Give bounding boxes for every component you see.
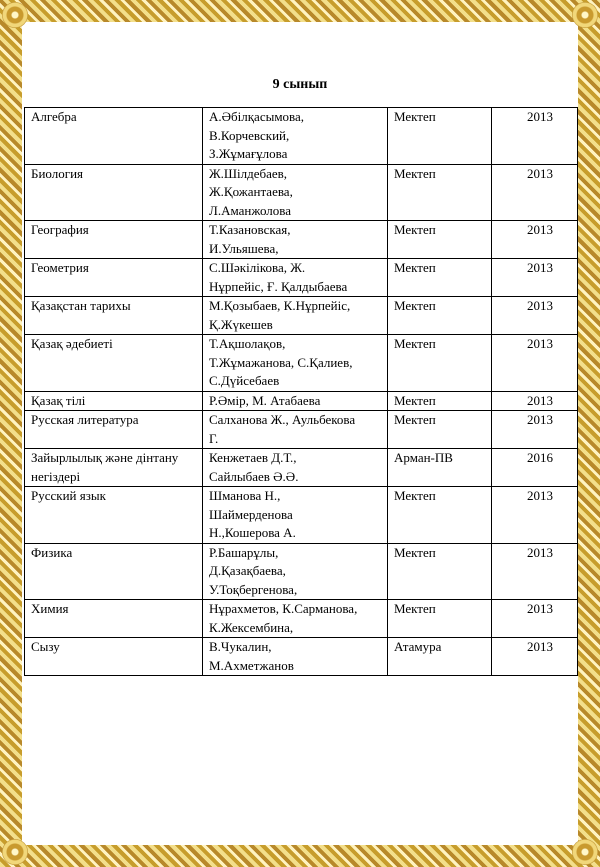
- author-line: А.Әбілқасымова,: [209, 109, 305, 124]
- subject-cell: Сызу: [25, 638, 203, 676]
- authors-cell: [203, 221, 388, 259]
- table-row: [25, 411, 578, 449]
- author-line: Г.: [209, 430, 219, 446]
- author-line: М.Ахметжанов: [209, 657, 294, 673]
- authors-cell: [203, 259, 388, 297]
- table-row: [25, 487, 578, 544]
- author-line: Л.Аманжолова: [209, 202, 292, 218]
- publisher-cell: Мектеп: [388, 297, 492, 335]
- table-row: [25, 335, 578, 392]
- table-row: [25, 297, 578, 335]
- subject-cell: Химия: [25, 600, 203, 638]
- author-line: Т.Казановская,: [209, 222, 291, 237]
- corner-ornament: [572, 2, 598, 28]
- table-row: [25, 164, 578, 221]
- authors-cell: [203, 108, 388, 165]
- table-row: [25, 638, 578, 676]
- publisher-cell: Мектеп: [388, 221, 492, 259]
- author-line: Д.Қазақбаева,: [209, 563, 286, 578]
- subject-cell: Физика: [25, 543, 203, 600]
- authors-cell: [203, 543, 388, 600]
- table-row: [25, 108, 578, 165]
- author-line: З.Жұмағұлова: [209, 146, 288, 161]
- author-line: И.Ульяшева,: [209, 240, 279, 256]
- authors-cell: [203, 335, 388, 392]
- year-cell: 2013: [492, 411, 578, 449]
- author-line: Р.Әмір, М. Атабаева: [209, 392, 321, 408]
- author-line: В.Чукалин,: [209, 639, 272, 654]
- author-line: Ж.Шілдебаев,: [209, 165, 288, 181]
- year-cell: 2013: [492, 487, 578, 544]
- publisher-cell: Мектеп: [388, 108, 492, 165]
- year-cell: 2013: [492, 297, 578, 335]
- table-row: [25, 221, 578, 259]
- subject-cell: География: [25, 221, 203, 259]
- author-line: Т.Жұмажанова, С.Қалиев,: [209, 354, 353, 370]
- authors-cell: [203, 391, 388, 411]
- author-line: С.Дүйсебаев: [209, 373, 280, 388]
- author-line: Қ.Жүкешев: [209, 316, 273, 332]
- author-line: Н.,Кошерова А.: [209, 525, 296, 540]
- year-cell: 2016: [492, 449, 578, 487]
- author-line: Нұрахметов, К.Сарманова,: [209, 601, 358, 616]
- author-line: Нұрпейіс, Ғ. Қалдыбаева: [209, 278, 348, 294]
- publisher-cell: Атамура: [388, 638, 492, 676]
- page-title: 9 сынып: [272, 77, 328, 92]
- year-cell: 2013: [492, 335, 578, 392]
- table-row: [25, 391, 578, 411]
- corner-ornament: [2, 2, 28, 28]
- authors-cell: [203, 297, 388, 335]
- corner-ornament: [2, 839, 28, 865]
- publisher-cell: Мектеп: [388, 259, 492, 297]
- table-row: [25, 600, 578, 638]
- author-line: Шманова Н.,: [209, 488, 281, 503]
- author-line: Р.Башарұлы,: [209, 544, 279, 560]
- author-line: С.Шәкілікова, Ж.: [209, 260, 306, 275]
- authors-cell: [203, 164, 388, 221]
- authors-cell: [203, 449, 388, 487]
- year-cell: 2013: [492, 221, 578, 259]
- publisher-cell: Мектеп: [388, 543, 492, 600]
- author-line: Т.Ақшолақов,: [209, 336, 286, 351]
- year-cell: 2013: [492, 259, 578, 297]
- author-line: Сайлыбаев Ә.Ә.: [209, 468, 299, 484]
- publisher-cell: Мектеп: [388, 411, 492, 449]
- author-line: Салханова Ж., Аульбекова: [209, 412, 356, 427]
- author-line: Ж.Қожантаева,: [209, 184, 293, 199]
- year-cell: 2013: [492, 600, 578, 638]
- year-cell: 2013: [492, 543, 578, 600]
- authors-cell: [203, 600, 388, 638]
- year-cell: 2013: [492, 108, 578, 165]
- author-line: Кенжетаев Д.Т.,: [209, 450, 297, 465]
- author-line: В.Корчевский,: [209, 127, 290, 143]
- table-row: [25, 259, 578, 297]
- publisher-cell: Мектеп: [388, 335, 492, 392]
- publisher-cell: Мектеп: [388, 391, 492, 411]
- author-line: У.Тоқбергенова,: [209, 581, 298, 597]
- subject-cell: Зайырлылық және дінтану негіздері: [25, 449, 203, 487]
- author-line: М.Қозыбаев, К.Нұрпейіс,: [209, 298, 351, 313]
- textbook-table: [24, 107, 578, 676]
- subject-cell: Алгебра: [25, 108, 203, 165]
- subject-cell: Қазақ тілі: [25, 391, 203, 411]
- subject-cell: Қазақстан тарихы: [25, 297, 203, 335]
- subject-cell: Қазақ әдебиеті: [25, 335, 203, 392]
- corner-ornament: [572, 839, 598, 865]
- author-line: Шаймерденова: [209, 506, 293, 522]
- table-row: [25, 449, 578, 487]
- authors-cell: [203, 487, 388, 544]
- authors-cell: [203, 638, 388, 676]
- subject-cell: Биология: [25, 164, 203, 221]
- authors-cell: [203, 411, 388, 449]
- subject-cell: Русская литература: [25, 411, 203, 449]
- publisher-cell: Мектеп: [388, 164, 492, 221]
- year-cell: 2013: [492, 164, 578, 221]
- publisher-cell: Арман-ПВ: [388, 449, 492, 487]
- year-cell: 2013: [492, 638, 578, 676]
- table-row: [25, 543, 578, 600]
- publisher-cell: Мектеп: [388, 487, 492, 544]
- author-line: К.Жексембина,: [209, 619, 294, 635]
- subject-cell: Геометрия: [25, 259, 203, 297]
- subject-cell: Русский язык: [25, 487, 203, 544]
- publisher-cell: Мектеп: [388, 600, 492, 638]
- year-cell: 2013: [492, 391, 578, 411]
